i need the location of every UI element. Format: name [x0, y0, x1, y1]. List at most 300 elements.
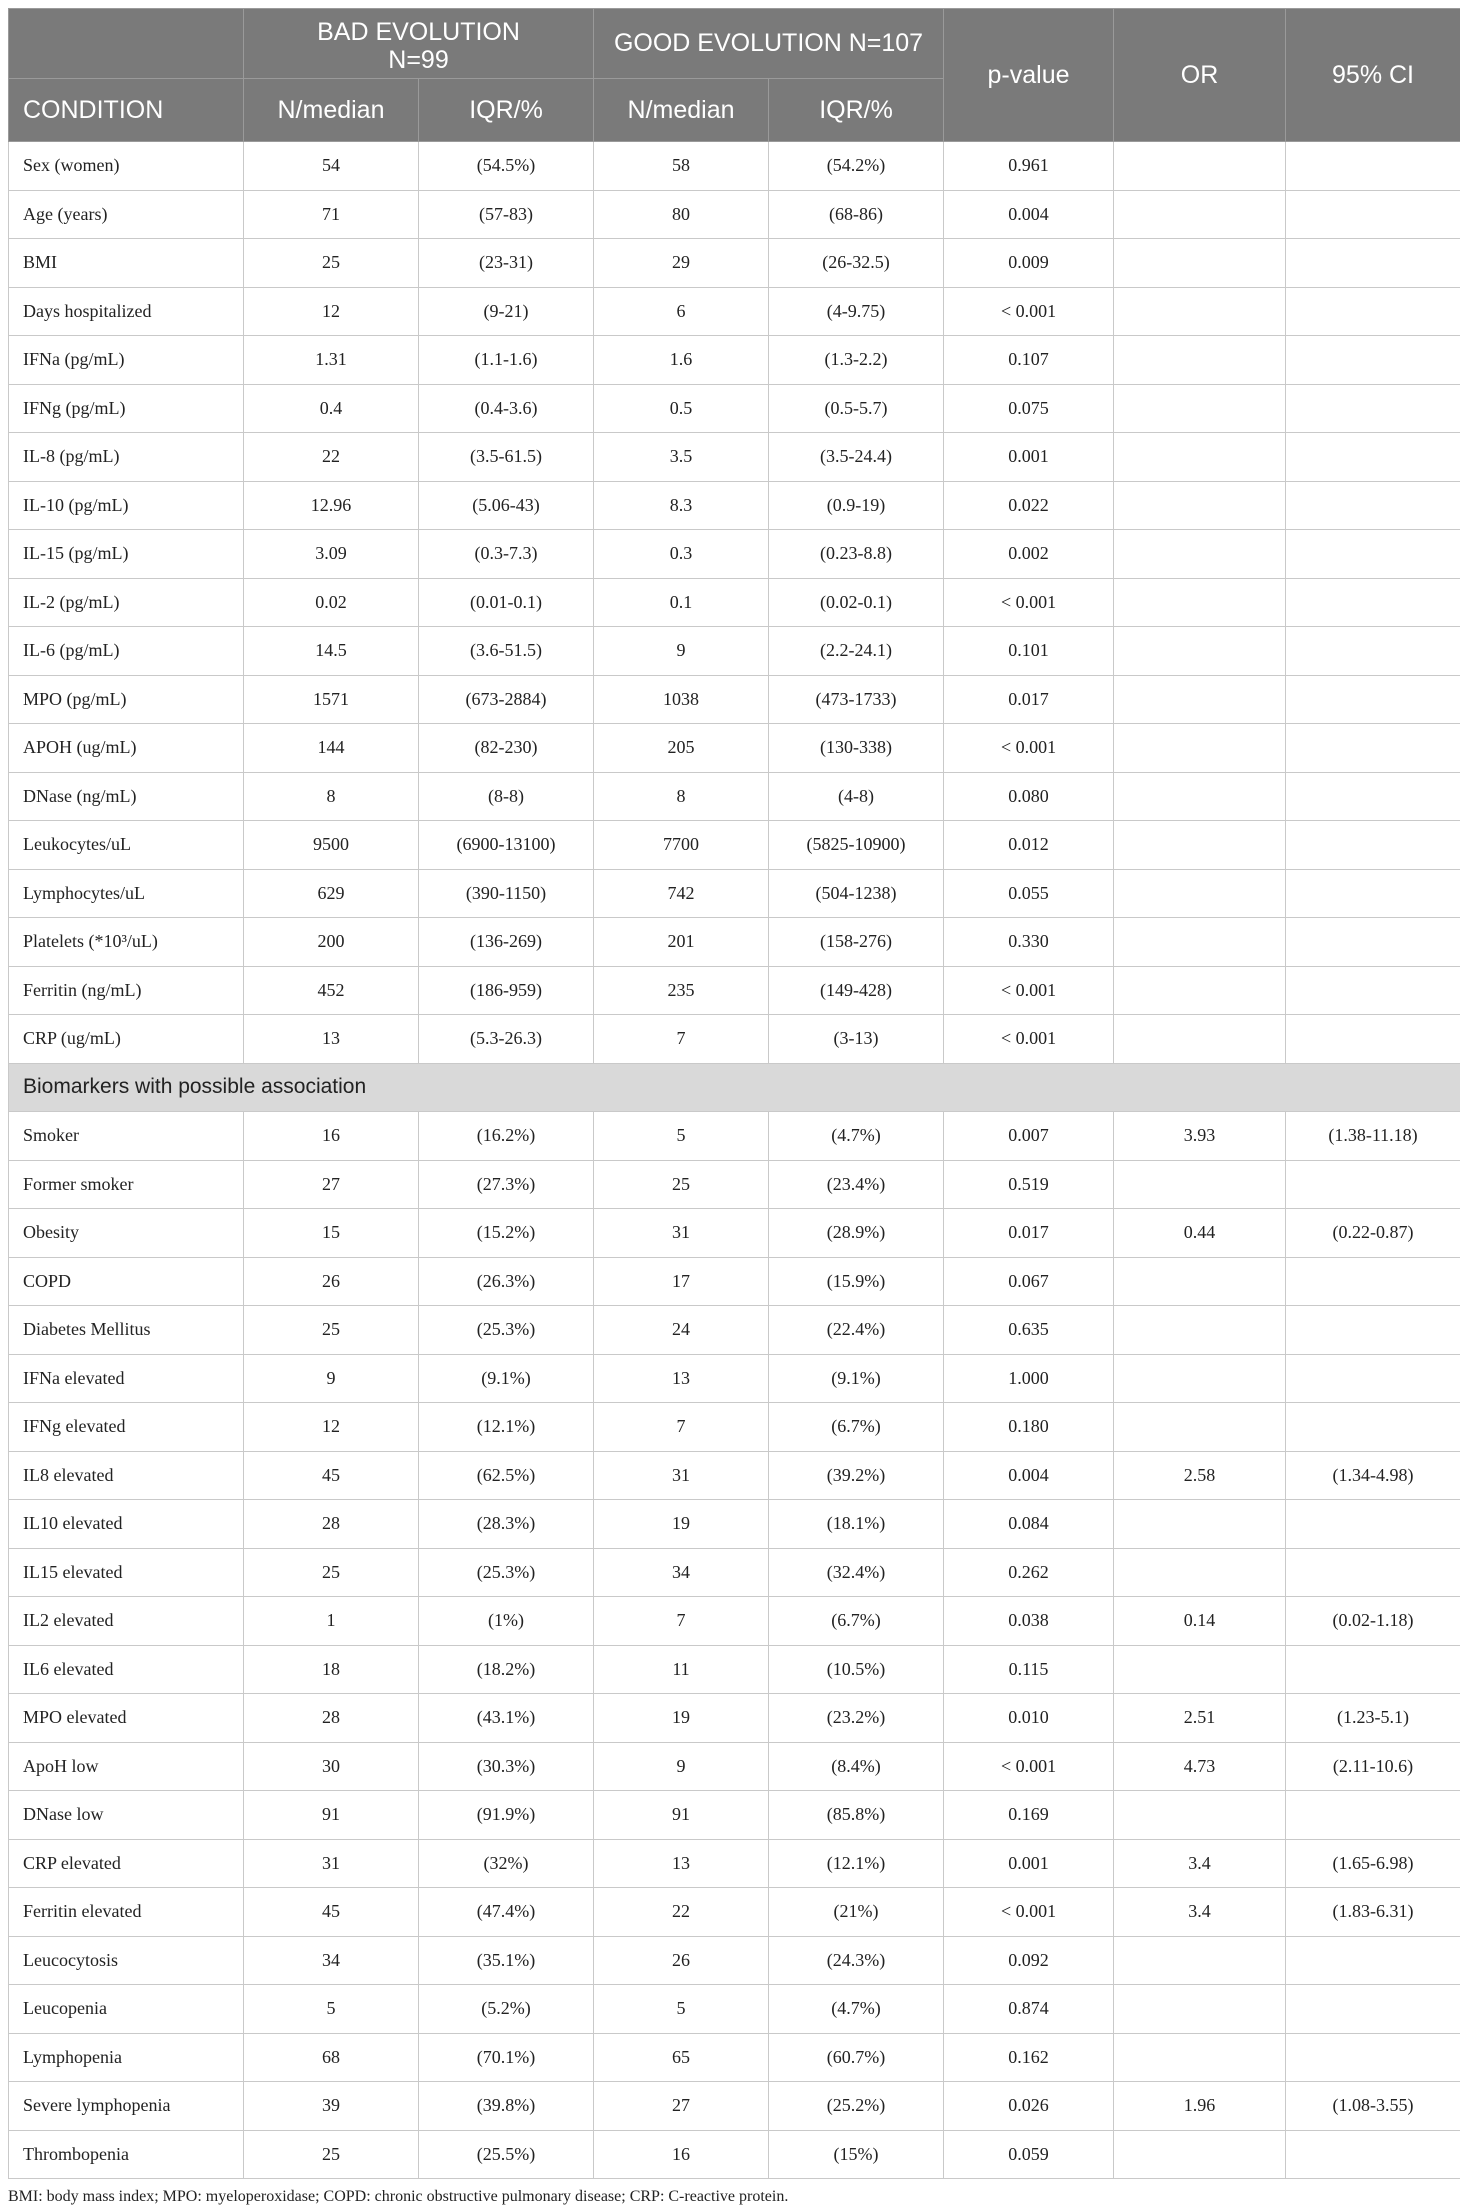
pvalue-cell: 0.004 [944, 190, 1114, 239]
bad-nmedian-cell: 12.96 [244, 481, 419, 530]
bad-iqr-cell: (0.01-0.1) [419, 578, 594, 627]
bad-nmedian-cell: 0.4 [244, 384, 419, 433]
bad-nmedian-cell: 45 [244, 1888, 419, 1937]
good-iqr-cell: (6.7%) [769, 1597, 944, 1646]
good-iqr-cell: (6.7%) [769, 1403, 944, 1452]
table-row [9, 530, 1460, 579]
or-cell: 3.4 [1114, 1839, 1286, 1888]
bad-iqr-cell: (186-959) [419, 966, 594, 1015]
good-nmedian-cell: 5 [594, 1112, 769, 1161]
bad-nmedian-cell: 12 [244, 1403, 419, 1452]
header-bad-n-label: N=99 [388, 46, 449, 74]
condition-cell: IL6 elevated [9, 1645, 244, 1694]
condition-cell: Ferritin (ng/mL) [9, 966, 244, 1015]
bad-iqr-cell: (18.2%) [419, 1645, 594, 1694]
pvalue-cell: < 0.001 [944, 578, 1114, 627]
ci-cell [1286, 1985, 1460, 2034]
or-cell: 4.73 [1114, 1742, 1286, 1791]
bad-iqr-cell: (1.1-1.6) [419, 336, 594, 385]
good-nmedian-cell: 24 [594, 1306, 769, 1355]
condition-cell: Age (years) [9, 190, 244, 239]
table-row [9, 578, 1460, 627]
good-nmedian-cell: 58 [594, 142, 769, 191]
table-row [9, 1839, 1460, 1888]
or-cell [1114, 481, 1286, 530]
good-iqr-cell: (23.4%) [769, 1160, 944, 1209]
good-iqr-cell: (60.7%) [769, 2033, 944, 2082]
condition-cell: CRP (ug/mL) [9, 1015, 244, 1064]
pvalue-cell: 0.092 [944, 1936, 1114, 1985]
table-row [9, 2130, 1460, 2179]
pvalue-cell: 0.262 [944, 1548, 1114, 1597]
good-nmedian-cell: 205 [594, 724, 769, 773]
bad-iqr-cell: (0.4-3.6) [419, 384, 594, 433]
pvalue-cell: 0.007 [944, 1112, 1114, 1161]
condition-cell: MPO elevated [9, 1694, 244, 1743]
pvalue-cell: < 0.001 [944, 1888, 1114, 1937]
bad-nmedian-cell: 54 [244, 142, 419, 191]
condition-cell: Thrombopenia [9, 2130, 244, 2179]
condition-cell: COPD [9, 1257, 244, 1306]
ci-cell: (2.11-10.6) [1286, 1742, 1460, 1791]
good-nmedian-cell: 19 [594, 1500, 769, 1549]
pvalue-cell: < 0.001 [944, 1742, 1114, 1791]
ci-cell [1286, 627, 1460, 676]
bad-iqr-cell: (9-21) [419, 287, 594, 336]
good-iqr-cell: (32.4%) [769, 1548, 944, 1597]
header-bad-iqr: IQR/% [419, 79, 594, 142]
bad-nmedian-cell: 27 [244, 1160, 419, 1209]
ci-cell [1286, 530, 1460, 579]
condition-cell: Sex (women) [9, 142, 244, 191]
good-nmedian-cell: 13 [594, 1839, 769, 1888]
bad-nmedian-cell: 91 [244, 1791, 419, 1840]
or-cell [1114, 433, 1286, 482]
good-iqr-cell: (158-276) [769, 918, 944, 967]
table-row [9, 1936, 1460, 1985]
or-cell [1114, 918, 1286, 967]
good-nmedian-cell: 34 [594, 1548, 769, 1597]
or-cell: 2.51 [1114, 1694, 1286, 1743]
bad-nmedian-cell: 22 [244, 433, 419, 482]
pvalue-cell: 0.115 [944, 1645, 1114, 1694]
pvalue-cell: 0.038 [944, 1597, 1114, 1646]
header-or: OR [1114, 9, 1286, 142]
pvalue-cell: 0.180 [944, 1403, 1114, 1452]
pvalue-cell: 0.169 [944, 1791, 1114, 1840]
or-cell [1114, 336, 1286, 385]
good-iqr-cell: (54.2%) [769, 142, 944, 191]
ci-cell [1286, 1257, 1460, 1306]
good-nmedian-cell: 25 [594, 1160, 769, 1209]
pvalue-cell: 0.107 [944, 336, 1114, 385]
bad-nmedian-cell: 16 [244, 1112, 419, 1161]
good-nmedian-cell: 8.3 [594, 481, 769, 530]
good-iqr-cell: (28.9%) [769, 1209, 944, 1258]
condition-cell: IL2 elevated [9, 1597, 244, 1646]
good-iqr-cell: (39.2%) [769, 1451, 944, 1500]
or-cell [1114, 384, 1286, 433]
good-nmedian-cell: 80 [594, 190, 769, 239]
or-cell [1114, 966, 1286, 1015]
good-iqr-cell: (9.1%) [769, 1354, 944, 1403]
bad-iqr-cell: (70.1%) [419, 2033, 594, 2082]
condition-cell: Leukocytes/uL [9, 821, 244, 870]
bad-nmedian-cell: 71 [244, 190, 419, 239]
good-iqr-cell: (1.3-2.2) [769, 336, 944, 385]
or-cell [1114, 190, 1286, 239]
table-row [9, 869, 1460, 918]
good-nmedian-cell: 7 [594, 1403, 769, 1452]
ci-cell [1286, 918, 1460, 967]
pvalue-cell: 0.017 [944, 1209, 1114, 1258]
ci-cell [1286, 433, 1460, 482]
pvalue-cell: 0.519 [944, 1160, 1114, 1209]
ci-cell [1286, 2033, 1460, 2082]
bad-iqr-cell: (25.3%) [419, 1306, 594, 1355]
section-row [9, 1063, 1460, 1112]
bad-nmedian-cell: 28 [244, 1500, 419, 1549]
bad-nmedian-cell: 0.02 [244, 578, 419, 627]
good-nmedian-cell: 1.6 [594, 336, 769, 385]
bad-iqr-cell: (62.5%) [419, 1451, 594, 1500]
results-table [8, 8, 1460, 2179]
condition-cell: Former smoker [9, 1160, 244, 1209]
bad-iqr-cell: (3.5-61.5) [419, 433, 594, 482]
good-iqr-cell: (3-13) [769, 1015, 944, 1064]
ci-cell: (1.23-5.1) [1286, 1694, 1460, 1743]
pvalue-cell: 0.162 [944, 2033, 1114, 2082]
table-header [9, 9, 1460, 142]
ci-cell [1286, 675, 1460, 724]
table-row [9, 821, 1460, 870]
condition-cell: CRP elevated [9, 1839, 244, 1888]
table-row [9, 966, 1460, 1015]
bad-nmedian-cell: 39 [244, 2082, 419, 2131]
table-row [9, 772, 1460, 821]
bad-nmedian-cell: 629 [244, 869, 419, 918]
good-iqr-cell: (4.7%) [769, 1112, 944, 1161]
good-iqr-cell: (4.7%) [769, 1985, 944, 2034]
good-iqr-cell: (24.3%) [769, 1936, 944, 1985]
header-blank [9, 9, 244, 79]
pvalue-cell: 0.004 [944, 1451, 1114, 1500]
pvalue-cell: < 0.001 [944, 1015, 1114, 1064]
good-nmedian-cell: 26 [594, 1936, 769, 1985]
condition-cell: ApoH low [9, 1742, 244, 1791]
bad-nmedian-cell: 9 [244, 1354, 419, 1403]
good-nmedian-cell: 65 [594, 2033, 769, 2082]
condition-cell: IL15 elevated [9, 1548, 244, 1597]
condition-cell: BMI [9, 239, 244, 288]
good-nmedian-cell: 7700 [594, 821, 769, 870]
good-nmedian-cell: 31 [594, 1209, 769, 1258]
or-cell [1114, 2130, 1286, 2179]
good-nmedian-cell: 235 [594, 966, 769, 1015]
condition-cell: MPO (pg/mL) [9, 675, 244, 724]
good-iqr-cell: (0.23-8.8) [769, 530, 944, 579]
table-row [9, 1112, 1460, 1161]
good-nmedian-cell: 0.1 [594, 578, 769, 627]
condition-cell: Leucopenia [9, 1985, 244, 2034]
good-iqr-cell: (0.02-0.1) [769, 578, 944, 627]
condition-cell: Days hospitalized [9, 287, 244, 336]
condition-cell: IL10 elevated [9, 1500, 244, 1549]
ci-cell: (0.22-0.87) [1286, 1209, 1460, 1258]
pvalue-cell: 0.101 [944, 627, 1114, 676]
table-row [9, 190, 1460, 239]
pvalue-cell: 0.022 [944, 481, 1114, 530]
bad-nmedian-cell: 9500 [244, 821, 419, 870]
good-nmedian-cell: 0.3 [594, 530, 769, 579]
bad-iqr-cell: (35.1%) [419, 1936, 594, 1985]
table-row [9, 239, 1460, 288]
condition-cell: Obesity [9, 1209, 244, 1258]
condition-cell: APOH (ug/mL) [9, 724, 244, 773]
section-title: Biomarkers with possible association [9, 1063, 1460, 1112]
bad-iqr-cell: (5.2%) [419, 1985, 594, 2034]
bad-nmedian-cell: 68 [244, 2033, 419, 2082]
or-cell [1114, 287, 1286, 336]
or-cell [1114, 530, 1286, 579]
ci-cell [1286, 1645, 1460, 1694]
good-iqr-cell: (473-1733) [769, 675, 944, 724]
good-nmedian-cell: 16 [594, 2130, 769, 2179]
good-nmedian-cell: 0.5 [594, 384, 769, 433]
ci-cell: (1.38-11.18) [1286, 1112, 1460, 1161]
good-iqr-cell: (2.2-24.1) [769, 627, 944, 676]
bad-nmedian-cell: 45 [244, 1451, 419, 1500]
bad-nmedian-cell: 34 [244, 1936, 419, 1985]
bad-iqr-cell: (5.3-26.3) [419, 1015, 594, 1064]
condition-cell: Severe lymphopenia [9, 2082, 244, 2131]
pvalue-cell: 0.009 [944, 239, 1114, 288]
condition-cell: Lymphocytes/uL [9, 869, 244, 918]
bad-nmedian-cell: 1571 [244, 675, 419, 724]
bad-iqr-cell: (5.06-43) [419, 481, 594, 530]
or-cell [1114, 1985, 1286, 2034]
ci-cell [1286, 190, 1460, 239]
good-iqr-cell: (4-8) [769, 772, 944, 821]
or-cell: 3.93 [1114, 1112, 1286, 1161]
table-row [9, 627, 1460, 676]
or-cell: 3.4 [1114, 1888, 1286, 1937]
header-pvalue: p-value [944, 9, 1114, 142]
bad-nmedian-cell: 14.5 [244, 627, 419, 676]
results-table-container [8, 8, 1460, 2179]
good-nmedian-cell: 11 [594, 1645, 769, 1694]
condition-cell: IL-15 (pg/mL) [9, 530, 244, 579]
or-cell [1114, 1791, 1286, 1840]
or-cell: 1.96 [1114, 2082, 1286, 2131]
bad-nmedian-cell: 28 [244, 1694, 419, 1743]
ci-cell [1286, 1403, 1460, 1452]
ci-cell: (1.34-4.98) [1286, 1451, 1460, 1500]
bad-nmedian-cell: 452 [244, 966, 419, 1015]
ci-cell [1286, 1015, 1460, 1064]
condition-cell: IL-10 (pg/mL) [9, 481, 244, 530]
table-row [9, 1742, 1460, 1791]
condition-cell: IFNa (pg/mL) [9, 336, 244, 385]
pvalue-cell: 0.002 [944, 530, 1114, 579]
bad-iqr-cell: (25.3%) [419, 1548, 594, 1597]
bad-iqr-cell: (16.2%) [419, 1112, 594, 1161]
or-cell [1114, 627, 1286, 676]
condition-cell: Ferritin elevated [9, 1888, 244, 1937]
good-nmedian-cell: 6 [594, 287, 769, 336]
ci-cell [1286, 142, 1460, 191]
table-row [9, 724, 1460, 773]
bad-iqr-cell: (12.1%) [419, 1403, 594, 1452]
or-cell [1114, 1500, 1286, 1549]
or-cell [1114, 239, 1286, 288]
bad-nmedian-cell: 13 [244, 1015, 419, 1064]
bad-nmedian-cell: 31 [244, 1839, 419, 1888]
good-iqr-cell: (8.4%) [769, 1742, 944, 1791]
bad-nmedian-cell: 18 [244, 1645, 419, 1694]
table-row [9, 1694, 1460, 1743]
bad-nmedian-cell: 25 [244, 1548, 419, 1597]
good-iqr-cell: (5825-10900) [769, 821, 944, 870]
or-cell: 0.14 [1114, 1597, 1286, 1646]
ci-cell [1286, 1354, 1460, 1403]
or-cell [1114, 578, 1286, 627]
bad-iqr-cell: (25.5%) [419, 2130, 594, 2179]
pvalue-cell: 0.010 [944, 1694, 1114, 1743]
header-bad-evolution [244, 9, 594, 79]
good-nmedian-cell: 201 [594, 918, 769, 967]
bad-nmedian-cell: 12 [244, 287, 419, 336]
good-iqr-cell: (12.1%) [769, 1839, 944, 1888]
bad-iqr-cell: (26.3%) [419, 1257, 594, 1306]
bad-iqr-cell: (1%) [419, 1597, 594, 1646]
pvalue-cell: 0.084 [944, 1500, 1114, 1549]
good-nmedian-cell: 27 [594, 2082, 769, 2131]
pvalue-cell: 0.017 [944, 675, 1114, 724]
ci-cell [1286, 869, 1460, 918]
table-row [9, 433, 1460, 482]
bad-iqr-cell: (8-8) [419, 772, 594, 821]
condition-cell: IL-8 (pg/mL) [9, 433, 244, 482]
pvalue-cell: 0.075 [944, 384, 1114, 433]
table-footnote: BMI: body mass index; MPO: myeloperoxidase; COPD: chronic obstructive pulmonary disease; CRP: C-reactive protein. [8, 2188, 789, 2205]
or-cell [1114, 869, 1286, 918]
table-row [9, 1306, 1460, 1355]
bad-iqr-cell: (82-230) [419, 724, 594, 773]
ci-cell [1286, 239, 1460, 288]
ci-cell [1286, 336, 1460, 385]
table-row [9, 1403, 1460, 1452]
header-bad-group-label: BAD EVOLUTION [317, 18, 520, 46]
bad-iqr-cell: (43.1%) [419, 1694, 594, 1743]
ci-cell: (1.65-6.98) [1286, 1839, 1460, 1888]
ci-cell [1286, 1500, 1460, 1549]
table-row [9, 1160, 1460, 1209]
ci-cell [1286, 1160, 1460, 1209]
pvalue-cell: < 0.001 [944, 724, 1114, 773]
bad-nmedian-cell: 200 [244, 918, 419, 967]
good-iqr-cell: (21%) [769, 1888, 944, 1937]
bad-iqr-cell: (54.5%) [419, 142, 594, 191]
condition-cell: Lymphopenia [9, 2033, 244, 2082]
good-iqr-cell: (149-428) [769, 966, 944, 1015]
ci-cell [1286, 2130, 1460, 2179]
ci-cell: (1.83-6.31) [1286, 1888, 1460, 1937]
table-row [9, 1548, 1460, 1597]
good-nmedian-cell: 17 [594, 1257, 769, 1306]
good-iqr-cell: (85.8%) [769, 1791, 944, 1840]
bad-nmedian-cell: 15 [244, 1209, 419, 1258]
or-cell [1114, 772, 1286, 821]
or-cell [1114, 1645, 1286, 1694]
header-condition: CONDITION [9, 79, 244, 142]
ci-cell [1286, 481, 1460, 530]
condition-cell: Leucocytosis [9, 1936, 244, 1985]
condition-cell: IFNa elevated [9, 1354, 244, 1403]
or-cell [1114, 1403, 1286, 1452]
table-row [9, 1791, 1460, 1840]
or-cell [1114, 724, 1286, 773]
good-iqr-cell: (504-1238) [769, 869, 944, 918]
bad-iqr-cell: (6900-13100) [419, 821, 594, 870]
or-cell [1114, 821, 1286, 870]
good-iqr-cell: (15.9%) [769, 1257, 944, 1306]
bad-nmedian-cell: 3.09 [244, 530, 419, 579]
pvalue-cell: < 0.001 [944, 966, 1114, 1015]
good-nmedian-cell: 22 [594, 1888, 769, 1937]
bad-nmedian-cell: 144 [244, 724, 419, 773]
good-nmedian-cell: 1038 [594, 675, 769, 724]
bad-iqr-cell: (27.3%) [419, 1160, 594, 1209]
ci-cell [1286, 384, 1460, 433]
bad-iqr-cell: (32%) [419, 1839, 594, 1888]
bad-iqr-cell: (39.8%) [419, 2082, 594, 2131]
condition-cell: IFNg (pg/mL) [9, 384, 244, 433]
good-iqr-cell: (0.5-5.7) [769, 384, 944, 433]
ci-cell [1286, 966, 1460, 1015]
ci-cell [1286, 772, 1460, 821]
ci-cell [1286, 1791, 1460, 1840]
bad-iqr-cell: (3.6-51.5) [419, 627, 594, 676]
header-good-nmedian: N/median [594, 79, 769, 142]
bad-iqr-cell: (390-1150) [419, 869, 594, 918]
or-cell [1114, 1306, 1286, 1355]
good-nmedian-cell: 9 [594, 1742, 769, 1791]
ci-cell [1286, 1936, 1460, 1985]
condition-cell: DNase (ng/mL) [9, 772, 244, 821]
or-cell [1114, 1354, 1286, 1403]
bad-nmedian-cell: 25 [244, 239, 419, 288]
or-cell [1114, 2033, 1286, 2082]
header-bad-nmedian: N/median [244, 79, 419, 142]
good-iqr-cell: (68-86) [769, 190, 944, 239]
bad-iqr-cell: (136-269) [419, 918, 594, 967]
condition-cell: IFNg elevated [9, 1403, 244, 1452]
header-ci: 95% CI [1286, 9, 1460, 142]
table-row [9, 287, 1460, 336]
or-cell [1114, 1257, 1286, 1306]
header-good-iqr: IQR/% [769, 79, 944, 142]
pvalue-cell: 0.961 [944, 142, 1114, 191]
table-row [9, 1257, 1460, 1306]
pvalue-cell: 0.080 [944, 772, 1114, 821]
or-cell [1114, 1015, 1286, 1064]
table-row [9, 1985, 1460, 2034]
good-nmedian-cell: 29 [594, 239, 769, 288]
bad-nmedian-cell: 25 [244, 2130, 419, 2179]
table-row [9, 918, 1460, 967]
table-row [9, 1354, 1460, 1403]
